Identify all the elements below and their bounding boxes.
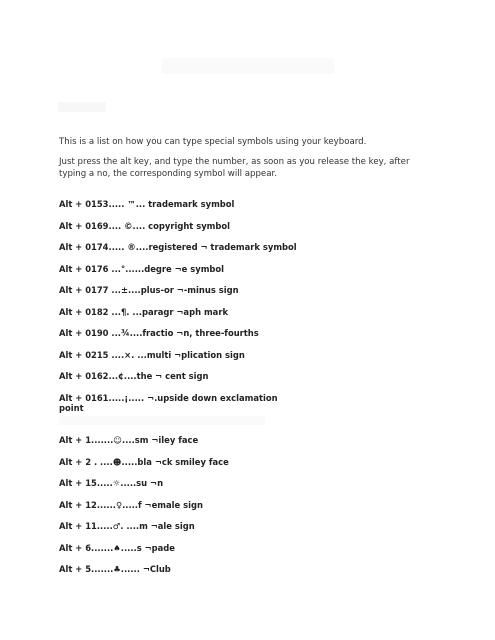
entry-black-smiley: Alt + 2 . ....☻.....bla ¬ck smiley face	[59, 457, 229, 467]
entry-female: Alt + 12......♀.....f ¬emale sign	[59, 500, 203, 510]
entry-multiplication: Alt + 0215 ....×. ...multi ¬plication sign	[59, 350, 245, 360]
entry-sun: Alt + 15.....☼.....su ¬n	[59, 478, 164, 488]
entry-degree: Alt + 0176 ...°......degre ¬e symbol	[59, 264, 225, 274]
faded-separator	[59, 416, 265, 425]
entry-smiley: Alt + 1.......☺....sm ¬iley face	[59, 435, 199, 445]
entry-spade: Alt + 6.......♠.....s ¬pade	[59, 543, 175, 553]
entry-paragraph: Alt + 0182 ...¶. ...paragr ¬aph mark	[59, 307, 229, 317]
entry-male: Alt + 11.....♂. ....m ¬ale sign	[59, 521, 195, 531]
entry-copyright: Alt + 0169.... ©.... copyright symbol	[59, 221, 231, 231]
entry-inverted-exclamation: Alt + 0161.....¡..... ¬.upside down exclamation point	[59, 393, 278, 413]
entry-three-fourths: Alt + 0190 ...¾....fractio ¬n, three-fourths	[59, 328, 259, 338]
faded-subtitle-placeholder	[58, 102, 106, 112]
entry-plus-minus: Alt + 0177 ...±....plus-or ¬-minus sign	[59, 285, 239, 295]
entry-club: Alt + 5.......♣...... ¬Club	[59, 564, 171, 574]
faded-title-placeholder	[162, 58, 334, 74]
entry-registered: Alt + 0174..... ®....registered ¬ trademark symbol	[59, 242, 297, 252]
intro-line-1: This is a list on how you can type special symbols using your keyboard.	[59, 137, 367, 147]
intro-line-2: Just press the alt key, and type the number, as soon as you release the key, after typing a no, the corresponding symbol will appear.	[59, 157, 410, 179]
entry-cent: Alt + 0162...¢....the ¬ cent sign	[59, 371, 209, 381]
entry-trademark: Alt + 0153..... ™... trademark symbol	[59, 199, 235, 209]
